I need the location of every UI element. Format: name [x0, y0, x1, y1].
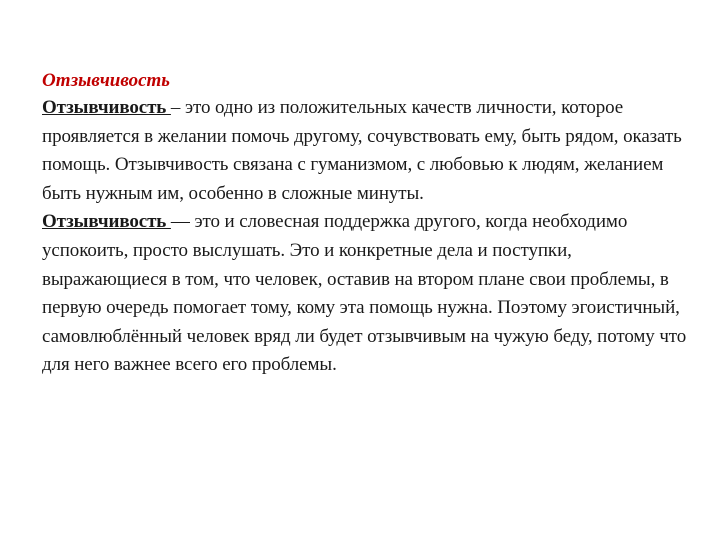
- paragraph-text: — это и словесная поддержка другого, когда необходимо успокоить, просто выслушать. Это и конкретные дела и поступки, выражающиеся в том, что человек, оставив на втором плане свои проблемы, в первую очередь помогает тому, кому эта помощь нужна. Поэтому эгоистичный, самовлюблённый человек вряд ли будет отзывчивым на чужую беду, потому что для него важнее всего его проблемы.: [42, 211, 687, 376]
- paragraph-term: Отзывчивость: [42, 211, 171, 233]
- slide-heading: Отзывчивость: [42, 70, 170, 91]
- slide-content: [42, 68, 692, 380]
- paragraph-term: Отзывчивость: [42, 97, 171, 118]
- paragraph-examples: [42, 208, 692, 380]
- paragraph-definition: [42, 94, 692, 208]
- paragraph-text: – это одно из положительных качеств личности, которое проявляется в желании помочь другому, сочувствовать ему, быть рядом, оказать помощь. Отзывчивость связана с гуманизмом, с любовью к людям, желанием быть нужным им, особенно в сложные минуты.: [42, 97, 682, 204]
